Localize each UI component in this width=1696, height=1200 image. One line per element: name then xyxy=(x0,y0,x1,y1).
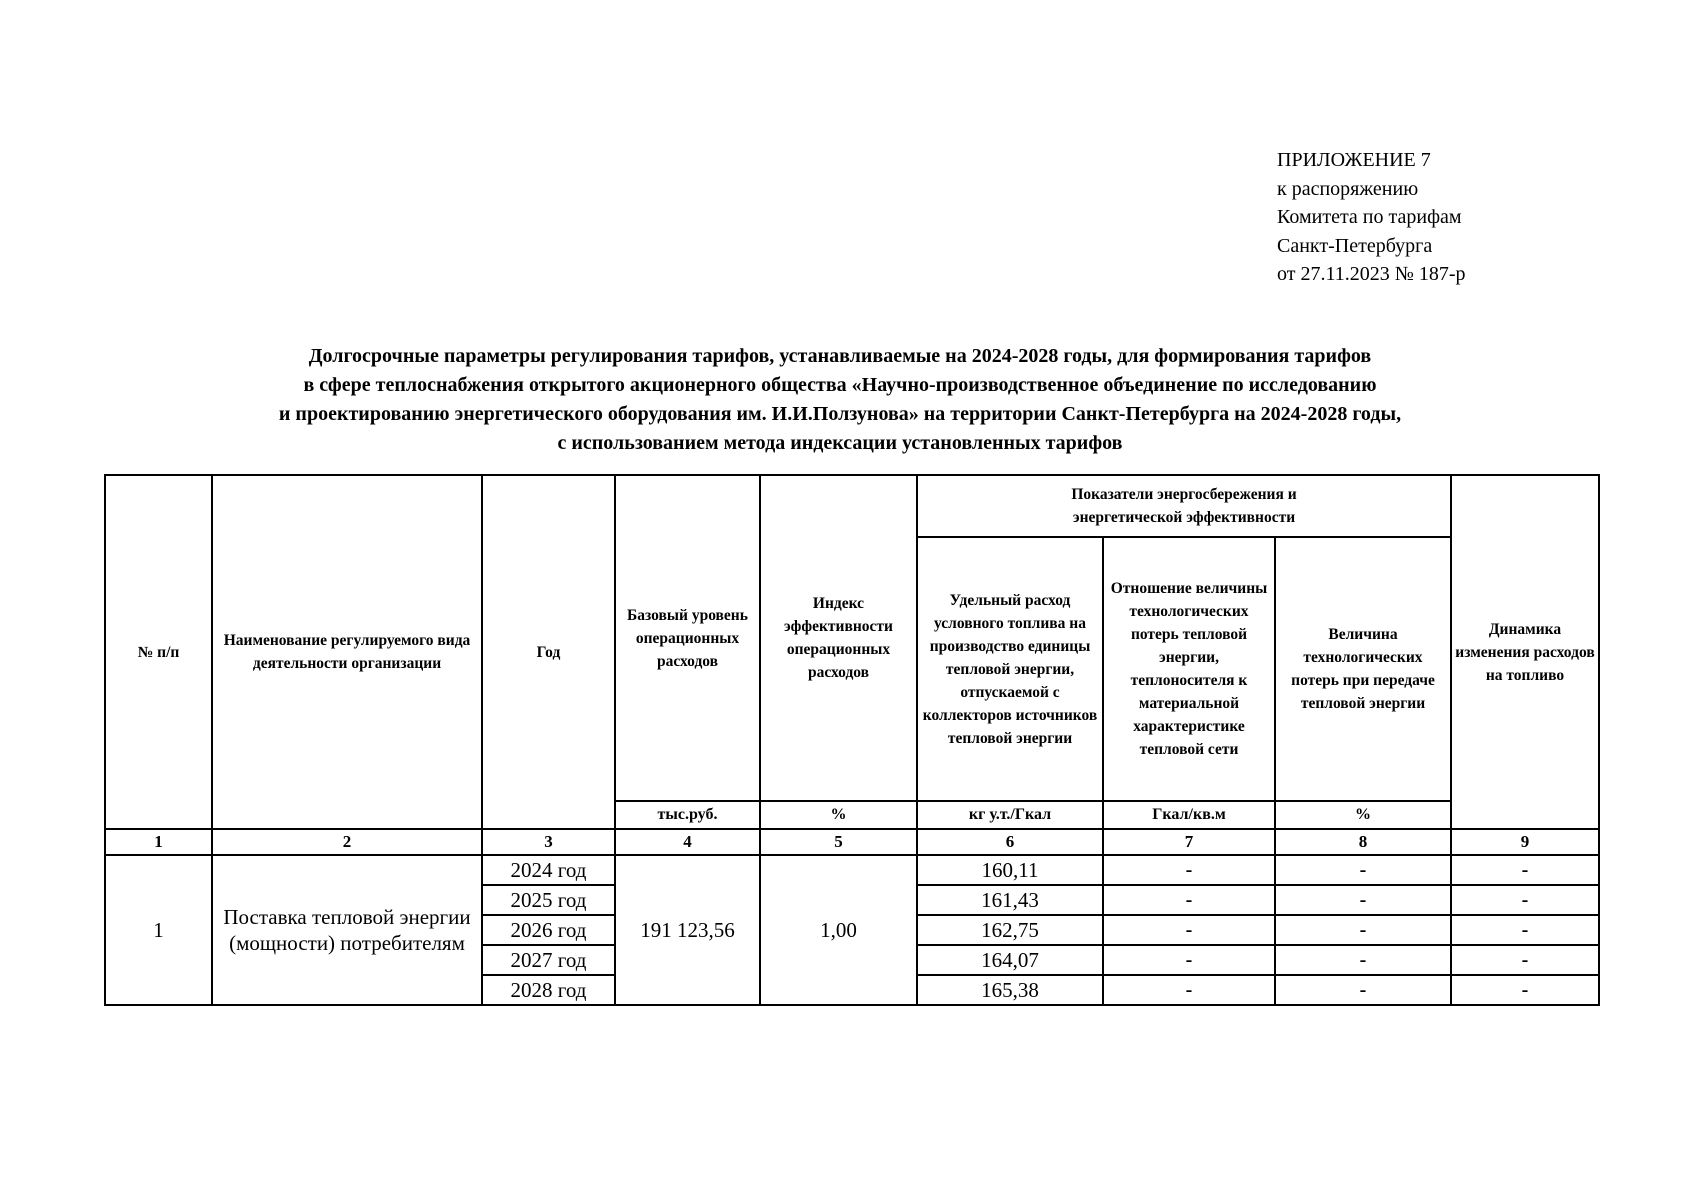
title-line-4: с использованием метода индексации установленных тарифов xyxy=(557,432,1123,454)
ratio-value: - xyxy=(1103,915,1275,945)
losses-value: - xyxy=(1275,885,1451,915)
losses-value: - xyxy=(1275,945,1451,975)
dynamics-value: - xyxy=(1451,945,1599,975)
header-year: Год xyxy=(482,475,615,829)
activity-name: Поставка тепловой энергии (мощности) потребителям xyxy=(212,855,482,1005)
year-cell: 2026 год xyxy=(482,915,615,945)
appendix-block xyxy=(1277,146,1465,289)
header-losses: Величина технологических потерь при передаче тепловой энергии xyxy=(1275,537,1451,801)
header-row-1 xyxy=(105,475,1599,537)
efficiency-index-value: 1,00 xyxy=(760,855,917,1005)
header-name: Наименование регулируемого вида деятельности организации xyxy=(212,475,482,829)
header-fuel: Удельный расход условного топлива на производство единицы тепловой энергии, отпускаемой с коллекторов источников тепловой энергии xyxy=(917,537,1103,801)
fuel-value: 161,43 xyxy=(917,885,1103,915)
title-line-2: в сфере теплоснабжения открытого акционерного общества «Научно-производственное объединение по исследованию xyxy=(303,374,1377,396)
year-cell: 2024 год xyxy=(482,855,615,885)
dynamics-value: - xyxy=(1451,975,1599,1005)
unit-ratio: Гкал/кв.м xyxy=(1103,801,1275,829)
col-number: 6 xyxy=(917,829,1103,855)
dynamics-value: - xyxy=(1451,885,1599,915)
col-number: 5 xyxy=(760,829,917,855)
col-number: 4 xyxy=(615,829,760,855)
year-cell: 2028 год xyxy=(482,975,615,1005)
appendix-title: ПРИЛОЖЕНИЕ 7 xyxy=(1277,149,1431,171)
col-number: 1 xyxy=(105,829,212,855)
parameters-table xyxy=(104,474,1600,1006)
unit-losses: % xyxy=(1275,801,1451,829)
year-cell: 2025 год xyxy=(482,885,615,915)
year-cell: 2027 год xyxy=(482,945,615,975)
fuel-value: 162,75 xyxy=(917,915,1103,945)
document-title xyxy=(150,342,1530,458)
base-level-value: 191 123,56 xyxy=(615,855,760,1005)
title-line-3: и проектированию энергетического оборудования им. И.И.Ползунова» на территории Санкт-Петербурга на 2024-2028 годы, xyxy=(278,403,1402,425)
col-number: 2 xyxy=(212,829,482,855)
ratio-value: - xyxy=(1103,885,1275,915)
ratio-value: - xyxy=(1103,855,1275,885)
appendix-committee: Комитета по тарифам xyxy=(1277,206,1462,228)
unit-fuel: кг у.т./Гкал xyxy=(917,801,1103,829)
dynamics-value: - xyxy=(1451,915,1599,945)
row-number: 1 xyxy=(105,855,212,1005)
col-number: 3 xyxy=(482,829,615,855)
losses-value: - xyxy=(1275,855,1451,885)
table-row xyxy=(105,855,1599,885)
header-ratio: Отношение величины технологических потерь тепловой энергии, теплоносителя к материальной характеристике тепловой сети xyxy=(1103,537,1275,801)
header-group: Показатели энергосбережения и энергетической эффективности xyxy=(917,475,1451,537)
unit-base: тыс.руб. xyxy=(615,801,760,829)
fuel-value: 160,11 xyxy=(917,855,1103,885)
header-index: Индекс эффективности операционных расходов xyxy=(760,475,917,801)
dynamics-value: - xyxy=(1451,855,1599,885)
losses-value: - xyxy=(1275,915,1451,945)
fuel-value: 165,38 xyxy=(917,975,1103,1005)
appendix-city: Санкт-Петербурга xyxy=(1277,234,1433,257)
losses-value: - xyxy=(1275,975,1451,1005)
ratio-value: - xyxy=(1103,945,1275,975)
appendix-date: от 27.11.2023 № 187-р xyxy=(1277,263,1466,285)
appendix-ref: к распоряжению xyxy=(1277,177,1419,200)
title-line-1: Долгосрочные параметры регулирования тарифов, устанавливаемые на 2024-2028 годы, для формирования тарифов xyxy=(308,345,1372,367)
col-number: 9 xyxy=(1451,829,1599,855)
header-base: Базовый уровень операционных расходов xyxy=(615,475,760,801)
header-num: № п/п xyxy=(105,475,212,829)
col-number: 7 xyxy=(1103,829,1275,855)
column-numbers-row xyxy=(105,829,1599,855)
fuel-value: 164,07 xyxy=(917,945,1103,975)
header-dynamics: Динамика изменения расходов на топливо xyxy=(1451,475,1599,829)
col-number: 8 xyxy=(1275,829,1451,855)
unit-index: % xyxy=(760,801,917,829)
ratio-value: - xyxy=(1103,975,1275,1005)
